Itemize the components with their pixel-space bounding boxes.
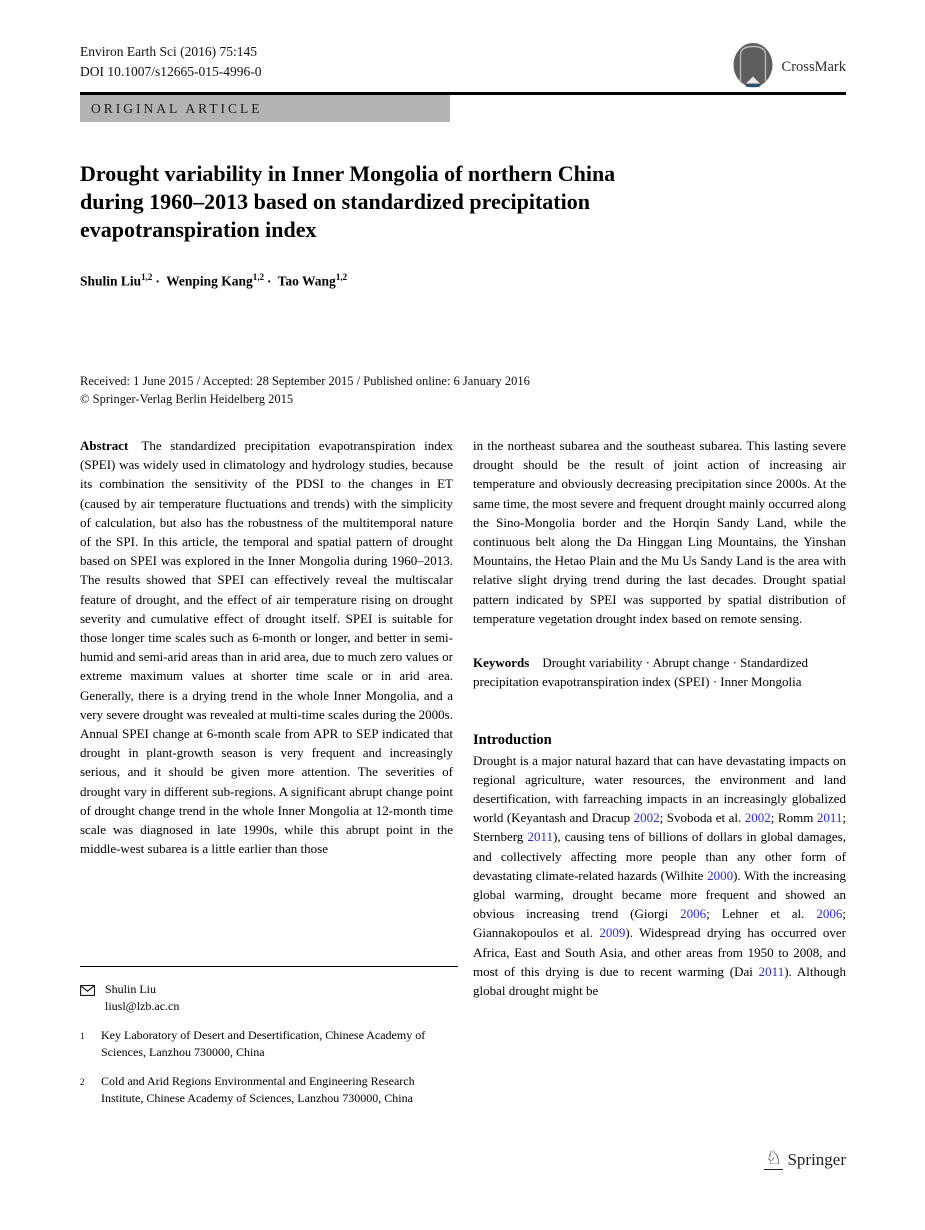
journal-ref: Environ Earth Sci (2016) 75:145 xyxy=(80,44,257,59)
author-name: Shulin Liu xyxy=(80,273,142,289)
paragraph-text: ; Romm xyxy=(770,810,817,826)
footnote xyxy=(80,966,458,1107)
correspondence xyxy=(80,981,458,1015)
citation-link[interactable]: 2000 xyxy=(707,867,734,883)
paragraph-text: ). Widespread drying has occurred over Africa, East and South Asia, and other areas from 1950 to 2008, and most of this drying is due to recent warming (Dai xyxy=(473,925,846,979)
introduction-paragraph xyxy=(473,751,846,1001)
affiliation-text: Key Laboratory of Desert and Desertification, Chinese Academy of Sciences, Lanzhou 730000, China xyxy=(101,1028,426,1059)
springer-horse-icon: ♘ xyxy=(765,1148,783,1169)
paragraph-text: Drought is a major natural hazard that can have devastating impacts on regional agriculture, water resources, the environment and land desertification, with farreaching impacts in an increasingly globalized world (Keyantash and Dracup xyxy=(473,752,846,826)
keywords-section xyxy=(473,653,846,691)
journal-header xyxy=(80,42,262,82)
affiliation-number: 2 xyxy=(80,1077,85,1087)
publication-dates xyxy=(80,373,530,408)
springer-logo xyxy=(764,1150,846,1170)
abstract-paragraph-col1 xyxy=(80,436,453,858)
affiliation-item xyxy=(80,1027,458,1061)
article-type-label: ORIGINAL ARTICLE xyxy=(91,100,263,116)
author-separator: · xyxy=(266,273,272,289)
citation-link[interactable]: 2006 xyxy=(816,906,843,922)
paragraph-text: ; Giannakopoulos et al. xyxy=(473,906,846,941)
paragraph-text: ). Although global drought might be xyxy=(473,963,846,999)
body-columns xyxy=(80,436,846,1000)
citation-link[interactable]: 2002 xyxy=(744,810,771,826)
paragraph-text: ; Lehner et al. xyxy=(706,906,817,922)
right-column xyxy=(473,436,846,1000)
abstract-text-col2: in the northeast subarea and the southeast subarea. This lasting severe drought should be the result of joint action of increasing air temperature and obviously decreasing precipitation since 2000s. At the same time, the most severe and frequent drought mainly occurred along the Sino-Mongolia border and the Horqin Sandy Land, while the continuous belt along the Da Hinggan Ling Mountains, the Yinshan Mountains, the Hetao Plain and the Mu Us Sandy Land is the area with relative slight drying trend during the last decades. Drought spatial pattern indicated by SPEI was supported by spatial distribution of temperature vegetation drought index based on remote sensing. xyxy=(473,438,846,626)
citation-link[interactable]: 2002 xyxy=(633,810,660,826)
crossmark-badge[interactable] xyxy=(733,42,846,93)
footnote-rule xyxy=(80,966,458,967)
paragraph-text: ). With the increasing global warming, drought became more frequent and showed an obvious increasing trend (Giorgi xyxy=(473,867,846,922)
abstract-text-col1: The standardized precipitation evapotranspiration index (SPEI) was widely used in climatology and hydrology studies, because its combination the sensitivity of the PDSI to the changes in ET (caused by air temperature fluctuations and trends) with the simplicity of calculation, but also has the robustness of the multitemporal nature of the SPI. In this article, the temporal and spatial pattern of drought based on SPEI was explored in the Inner Mongolia during 1960–2013. The results showed that SPEI can effectively reveal the multiscalar feature of drought, and the effect of air temperature rising on drought severity and cumulative effect of drought itself. SPEI is suitable for those longer time scales such as 6-month or longer, and better in semi-humid and semi-arid areas than in arid area, due to much zero values or extreme maximum values at shorter time scale or in arid area. Generally, there is a drying trend in the whole Inner Mongolia, and a very severe drought was revealed at multi-time scales during the 2000s. Annual SPEI change at 6-month scale from APR to SEP indicated that drought in plant-growth season is very frequent and increasingly serious, and it should be given more attention. The severities of drought vary in different sub-regions. A significant abrupt change point of drought change trend in the whole Inner Mongolia at 12-month time scale was diagnosed in late 1990s, while this abrupt point in the middle-west subarea is a little earlier than those xyxy=(80,438,453,857)
correspondence-name: Shulin Liu xyxy=(105,982,157,996)
title-line: during 1960–2013 based on standardized precipitation xyxy=(80,189,590,214)
citation-link[interactable]: 2011 xyxy=(527,829,553,845)
keywords-text: Drought variability · Abrupt change · Standardized precipitation evapotranspiration index (SPEI) · Inner Mongolia xyxy=(473,655,809,690)
envelope-icon xyxy=(80,981,95,1015)
correspondence-block xyxy=(105,981,179,1015)
author-name: Wenping Kang xyxy=(166,273,253,289)
affiliation-number: 1 xyxy=(80,1031,85,1041)
left-column xyxy=(80,436,453,1000)
author-list xyxy=(80,272,347,290)
abstract-paragraph-col2 xyxy=(473,436,846,628)
affiliation-text: Cold and Arid Regions Environmental and Engineering Research Institute, Chinese Academy of Sciences, Lanzhou 730000, China xyxy=(101,1074,415,1105)
citation-link[interactable]: 2011 xyxy=(758,963,785,979)
citation-link[interactable]: 2009 xyxy=(599,925,626,941)
affiliation-item xyxy=(80,1073,458,1107)
abstract-label: Abstract xyxy=(80,438,129,453)
author-affiliation-marker: 1,2 xyxy=(335,272,348,282)
citation-link[interactable]: 2011 xyxy=(816,810,843,826)
title-line: evapotranspiration index xyxy=(80,217,317,242)
author-affiliation-marker: 1,2 xyxy=(252,272,264,282)
paragraph-text: ; Sternberg xyxy=(473,810,846,845)
author-separator: · xyxy=(155,273,160,289)
paragraph-text: ), causing tens of billions of dollars in global damages, and collectively affecting more people than any other form of devastating climate-related hazards (Wilhite xyxy=(473,829,846,883)
publisher-label: Springer xyxy=(787,1150,846,1169)
copyright-line: © Springer-Verlag Berlin Heidelberg 2015 xyxy=(80,391,294,406)
doi: DOI 10.1007/s12665-015-4996-0 xyxy=(80,64,262,79)
received-accepted-line: Received: 1 June 2015 / Accepted: 28 September 2015 / Published online: 6 January 2016 xyxy=(80,374,530,388)
correspondence-email[interactable]: liusl@lzb.ac.cn xyxy=(105,999,180,1013)
article-type-banner xyxy=(80,95,450,122)
introduction-heading: Introduction xyxy=(473,732,552,749)
author-name: Tao Wang xyxy=(277,273,336,289)
author-affiliation-marker: 1,2 xyxy=(141,272,153,282)
keywords-label: Keywords xyxy=(473,655,530,671)
crossmark-icon xyxy=(733,42,775,93)
citation-link[interactable]: 2006 xyxy=(680,906,707,922)
crossmark-label: CrossMark xyxy=(781,59,846,75)
article-title xyxy=(80,160,800,244)
title-line: Drought variability in Inner Mongolia of northern China xyxy=(80,161,616,186)
paragraph-text: ; Svoboda et al. xyxy=(659,810,745,826)
